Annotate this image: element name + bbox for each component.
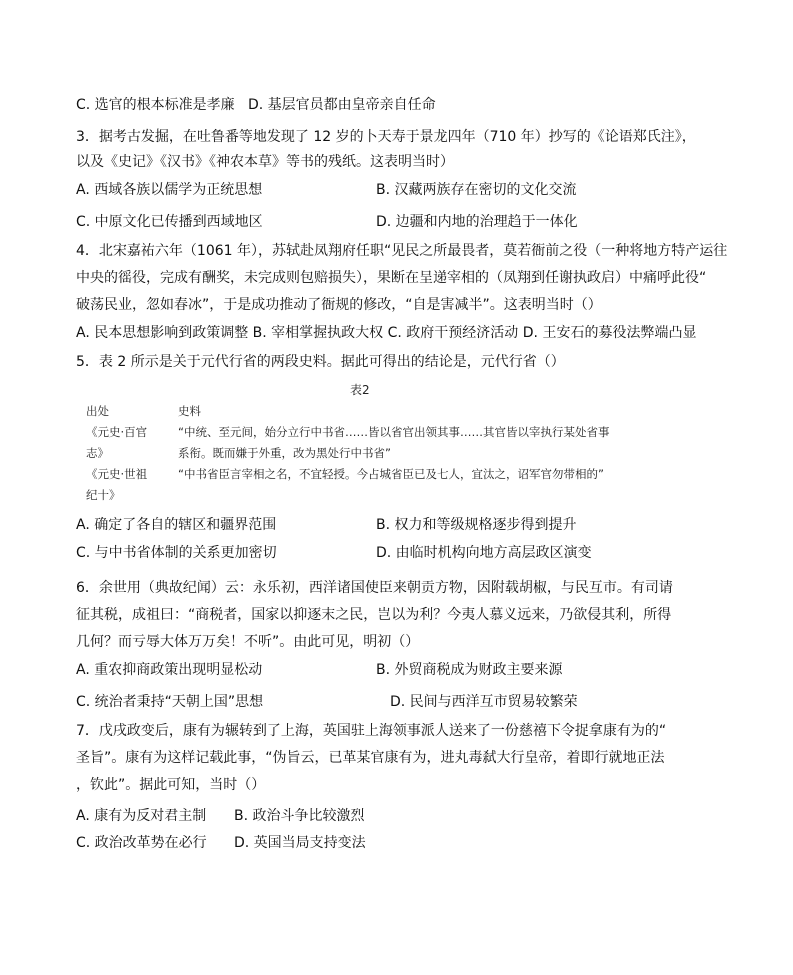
- q5-option-b: B. 权力和等级规格逐步得到提升: [376, 517, 577, 533]
- q7-option-a: A. 康有为反对君主制: [76, 808, 207, 824]
- q2-option-c: C. 选官的根本标准是孝廉: [76, 97, 235, 113]
- q5-option-a: A. 确定了各自的辖区和疆界范围: [76, 517, 277, 533]
- q6-option-c: C. 统治者秉持“天朝上国”思想: [76, 694, 264, 710]
- q3-stem-line2: 以及《史记》《汉书》《神农本草》等书的残纸。这表明当时）: [76, 154, 454, 170]
- q2-option-d: D. 基层官员都由皇帝亲自任命: [248, 97, 436, 113]
- q4-stem-line2: 中央的徭役，完成有酬奖，未完成则包赔损失），果断在呈递宰相的（凤翔到任谢执政启）中痛呼此役“: [76, 270, 707, 286]
- q7-option-b: B. 政治斗争比较激烈: [234, 808, 365, 824]
- q4-stem-line3: 破荡民业，忽如春冰”，于是成功推动了衙规的修改，“自是害减半”。这表明当时（）: [76, 297, 602, 313]
- q3-option-c: C. 中原文化已传播到西域地区: [76, 214, 263, 230]
- table-title: 表2: [350, 383, 370, 397]
- q6-stem-line3: 几何？而亏辱大体万万矣！不听”。由此可见，明初（）: [76, 634, 420, 650]
- table-row2-source-b: 纪十》: [86, 488, 121, 502]
- q3-stem-line1: 3．据考古发掘，在吐鲁番等地发现了 12 岁的卜天寿于景龙四年（710 年）抄写的《论语郑氏注》，: [76, 129, 696, 145]
- q7-stem-line1: 7．戊戌政变后，康有为辗转到了上海，英国驻上海领事派人送来了一份慈禧下令捉拿康有为的“: [76, 723, 667, 739]
- q7-stem-line2: 圣旨”。康有为这样记载此事，“伪旨云，已革某官康有为，进丸毒弑大行皇帝，着即行就地正法: [76, 750, 665, 766]
- table-row1-text-a: “中统、至元间，始分立行中书省……皆以省官出领其事……其官皆以宰执行某处省事: [178, 425, 610, 439]
- table-row2-text-a: “中书省臣言宰相之名，不宜轻授。今占城省臣已及七人，宜汰之，诏军官勿带相的”: [178, 467, 604, 481]
- q5-option-d: D. 由临时机构向地方高层政区演变: [376, 545, 592, 561]
- table-header-source: 出处: [86, 404, 109, 418]
- q7-option-d: D. 英国当局支持变法: [234, 835, 366, 851]
- q3-option-d: D. 边疆和内地的治理趋于一体化: [376, 214, 578, 230]
- q6-stem-line2: 征其税，成祖曰：“商税者，国家以抑逐末之民，岂以为利？今夷人慕义远来，乃欲侵其利，所得: [76, 607, 672, 623]
- q3-option-a: A. 西域各族以儒学为正统思想: [76, 182, 263, 198]
- q4-stem-line1: 4．北宋嘉祐六年（1061 年），苏轼赴凤翔府任职“见民之所最畏者，莫若衙前之役（一种将地方特产运往: [76, 243, 728, 259]
- q6-stem-line1: 6．余世用（典故纪闻）云：永乐初，西洋诸国使臣来朝贡方物，因附载胡椒，与民互市。有司请: [76, 580, 673, 596]
- q6-option-a: A. 重农抑商政策出现明显松动: [76, 662, 263, 678]
- q7-option-c: C. 政治改革势在必行: [76, 835, 207, 851]
- q7-stem-line3: ，钦此”。据此可知，当时（）: [76, 777, 266, 793]
- table-row1-text-b: 系衔。既而嫌于外重，改为黑处行中书省”: [178, 446, 391, 460]
- q5-stem-line1: 5．表 2 所示是关于元代行省的两段史料。据此可得出的结论是，元代行省（）: [76, 354, 565, 370]
- table-row2-source-a: 《元史·世祖: [86, 467, 148, 481]
- q6-option-d: D. 民间与西洋互市贸易较繁荣: [390, 694, 578, 710]
- table-row1-source-b: 志》: [86, 446, 109, 460]
- q4-options: A. 民本思想影响到政策调整 B. 宰相掌握执政大权 C. 政府干预经济活动 D. 王安石的募役法弊端凸显: [76, 325, 697, 341]
- q6-option-b: B. 外贸商税成为财政主要来源: [376, 662, 563, 678]
- q3-option-b: B. 汉藏两族存在密切的文化交流: [376, 182, 577, 198]
- table-header-material: 史料: [178, 404, 201, 418]
- table-row1-source-a: 《元史·百官: [86, 425, 148, 439]
- q5-option-c: C. 与中书省体制的关系更加密切: [76, 545, 277, 561]
